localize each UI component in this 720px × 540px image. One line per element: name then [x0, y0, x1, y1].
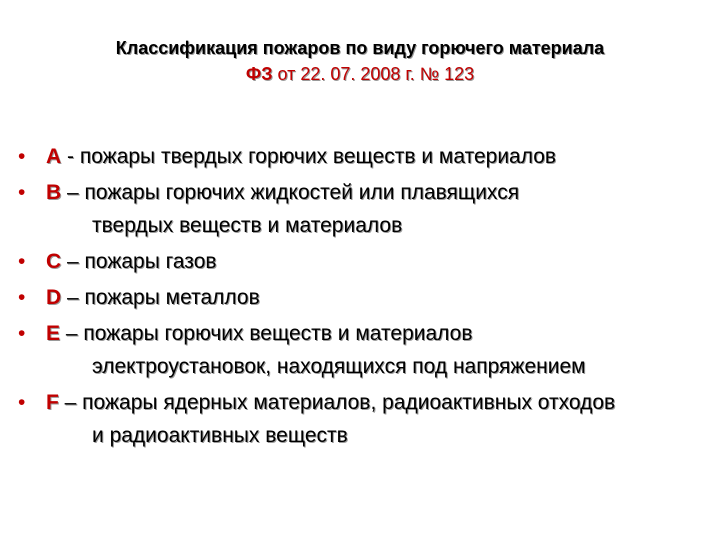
fire-class-description-continuation: и радиоактивных веществ [92, 424, 348, 447]
bullet-icon: • [18, 145, 26, 168]
fire-class-letter: В [46, 181, 62, 204]
fire-class-description: – пожары горючих веществ и материалов [60, 322, 473, 345]
bullet-icon: • [18, 181, 26, 204]
slide-title [0, 36, 720, 86]
fire-class-letter: D [46, 286, 62, 309]
title-law-abbr: ФЗ [245, 64, 273, 84]
list-item [18, 320, 708, 381]
fire-class-description: – пожары горючих жидкостей или плавящихся [61, 181, 520, 204]
fire-class-letter: F [46, 391, 59, 414]
list-item [18, 389, 708, 450]
fire-class-description: - пожары твердых горючих веществ и материалов [61, 145, 557, 168]
title-law-date: от 22. 07. 2008 г. № 123 [272, 64, 475, 84]
fire-class-letter: С [46, 250, 62, 273]
title-main: Классификация пожаров по виду горючего материала [115, 38, 605, 58]
list-item [18, 284, 708, 312]
list-item [18, 143, 708, 171]
title-subtitle [0, 62, 720, 86]
fire-class-letter: А [46, 145, 62, 168]
bullet-icon: • [18, 250, 26, 273]
fire-class-list [18, 143, 708, 458]
fire-class-description: – пожары металлов [61, 286, 260, 309]
bullet-icon: • [18, 391, 26, 414]
fire-class-letter: Е [46, 322, 61, 345]
fire-class-description: – пожары газов [61, 250, 217, 273]
fire-class-description: – пожары ядерных материалов, радиоактивных отходов [58, 391, 616, 414]
list-item [18, 248, 708, 276]
bullet-icon: • [18, 286, 26, 309]
fire-class-description-continuation: твердых веществ и материалов [92, 214, 403, 237]
fire-class-description-continuation: электроустановок, находящихся под напряжением [92, 355, 586, 378]
list-item [18, 179, 708, 240]
bullet-icon: • [18, 322, 26, 345]
